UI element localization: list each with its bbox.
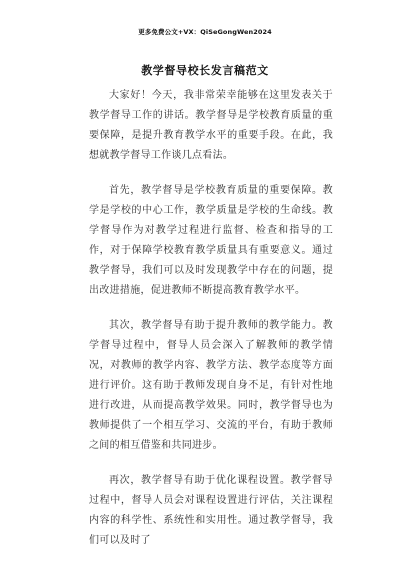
paragraph-third-point: 再次，教学督导有助于优化课程设置。教学督导过程中，督导人员会对课程设置进行评估，关注课程内容的科学性、系统性和实用性。通过教学督导，我们可以及时了 [89, 475, 333, 546]
document-body [89, 86, 333, 566]
document-title: 教学督导校长发言稿范文 [141, 64, 269, 77]
header-note: 更多免费公文+VX：QiSeGongWen2024 [138, 28, 272, 36]
paragraph-first-point: 首先，教学督导是学校教育质量的重要保障。教学是学校的中心工作，教学质量是学校的生命线。教学督导作为对教学过程进行监督、检查和指导的工作，对于保障学校教育教学质量具有重要意义。通过教学督导，我们可以及时发现教学中存在的问题，提出改进措施，促进教师不断提高教育教学水平。 [89, 185, 333, 296]
paragraph-greeting: 大家好！今天，我非常荣幸能够在这里发表关于教学督导工作的讲话。教学督导是学校教育质量的重要保障，是提升教育教学水平的重要手段。在此，我想就教学督导工作谈几点看法。 [89, 90, 333, 161]
paragraph-second-point: 其次，教学督导有助于提升教师的教学能力。教学督导过程中，督导人员会深入了解教师的教学情况，对教师的教学内容、教学方法、教学态度等方面进行评价。这有助于教师发现自身不足，有针对性地进行改进，从而提高教学效果。同时，教学督导也为教师提供了一个相互学习、交流的平台，有助于教师之间的相互借鉴和共同进步。 [89, 320, 333, 451]
